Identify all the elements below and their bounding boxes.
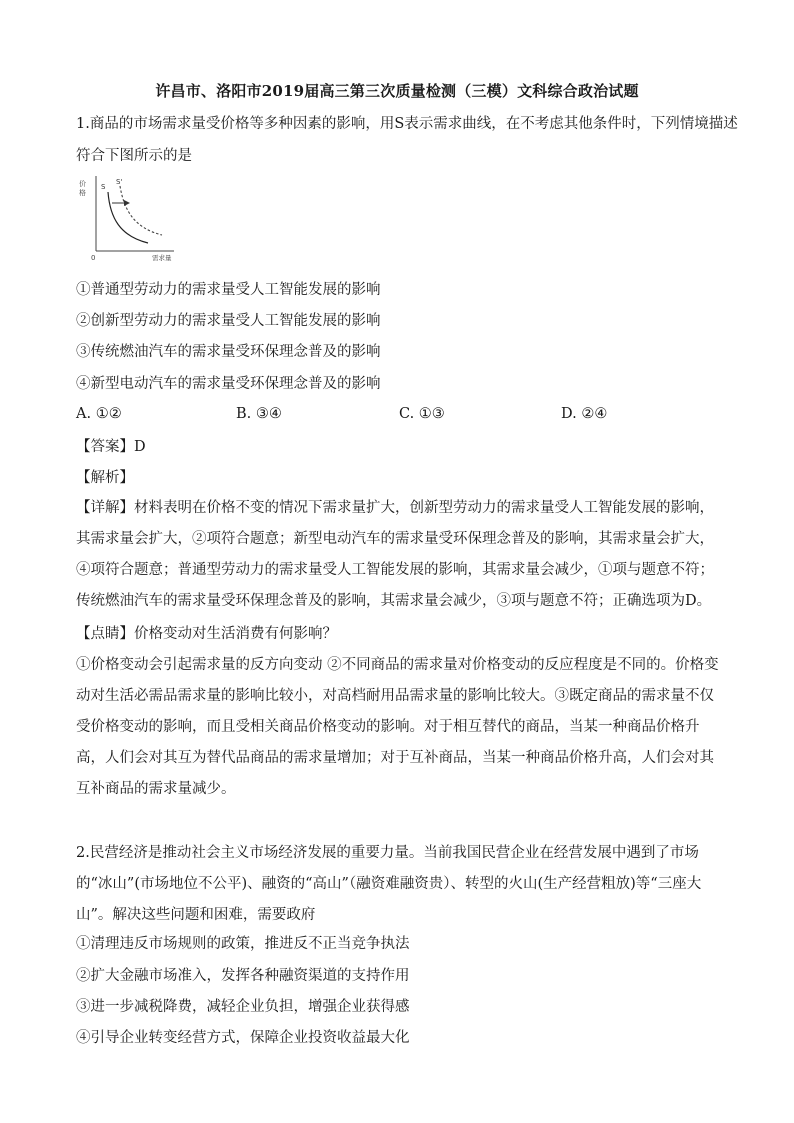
page-title: 许昌市、洛阳市2019届高三第三次质量检测（三模）文科综合政治试题 [155, 82, 639, 100]
curve-s-prime [120, 186, 162, 235]
q2-item-2: ②扩大金融市场准入，发挥各种融资渠道的支持作用 [76, 968, 410, 984]
q1-answer: 【答案】D [76, 439, 146, 455]
q1-stem-line1: 1.商品的市场需求量受价格等多种因素的影响，用S表示需求曲线，在不考虑其他条件时，下列情境描述 [76, 116, 738, 132]
q1-tip-heading: 【点睛】价格变动对生活消费有何影响？ [76, 626, 337, 642]
y-axis-label-1: 价 [79, 180, 86, 188]
q2-item-3: ③进一步减税降费，减轻企业负担，增强企业获得感 [76, 999, 410, 1015]
q1-stem-line2: 符合下图所示的是 [76, 148, 192, 164]
q1-tip-body: ①价格变动会引起需求量的反方向变动 ②不同商品的需求量对价格变动的反应程度是不同的。价格变动对生活必需品需求量的影响比较小，对高档耐用品需求量的影响比较大。③既定商品的需求量不仅受价格变动的影响，而且受相关商品价格变动的影响。对于相互替代的商品，当某一种商品价格升高，人们会对其互为替代品商品的需求量增加；对于互补商品，当某一种商品价格升高，人们会对其互补商品的需求量减少。 [76, 657, 719, 797]
q2-item-1: ①清理违反市场规则的政策，推进反不正当竞争执法 [76, 936, 410, 952]
q1-item-2: ②创新型劳动力的需求量受人工智能发展的影响 [76, 313, 381, 329]
q1-option-d: D. ②④ [561, 406, 608, 422]
y-axis-label-2: 格 [79, 189, 86, 197]
q1-item-4: ④新型电动汽车的需求量受环保理念普及的影响 [76, 376, 381, 392]
q1-option-c: C. ①③ [399, 406, 445, 422]
q1-detail: 【详解】材料表明在价格不变的情况下需求量扩大，创新型劳动力的需求量受人工智能发展的影响，其需求量会扩大，②项符合题意；新型电动汽车的需求量受环保理念普及的影响，其需求量会扩大，④项符合题意；普通型劳动力的需求量受人工智能发展的影响，其需求量会减少，①项与题意不符；传统燃油汽车的需求量受环保理念普及的影响，其需求量会减少，③项与题意不符；正确选项为D。 [76, 500, 714, 609]
q1-option-b: B. ③④ [236, 406, 282, 422]
demand-curve-figure [76, 172, 176, 268]
curve-s-prime-label: S' [116, 178, 123, 186]
q1-item-3: ③传统燃油汽车的需求量受环保理念普及的影响 [76, 344, 381, 360]
q2-stem: 2.民营经济是推动社会主义市场经济发展的重要力量。当前我国民营企业在经营发展中遇到了市场的“冰山”(市场地位不公平)、融资的“高山”（融资难融资贵）、转型的火山(生产经营粗放)等“三座大山”。解决这些问题和困难，需要政府 [76, 845, 702, 923]
curve-s-label: S [101, 183, 106, 191]
curve-s [108, 192, 148, 243]
q1-item-1: ①普通型劳动力的需求量受人工智能发展的影响 [76, 282, 381, 298]
q1-analysis-heading: 【解析】 [76, 470, 134, 486]
origin-label: 0 [91, 254, 96, 262]
q2-item-4: ④引导企业转变经营方式，保障企业投资收益最大化 [76, 1030, 410, 1046]
x-axis-label: 需求量 [152, 254, 172, 262]
q1-option-a: A. ①② [76, 406, 122, 422]
